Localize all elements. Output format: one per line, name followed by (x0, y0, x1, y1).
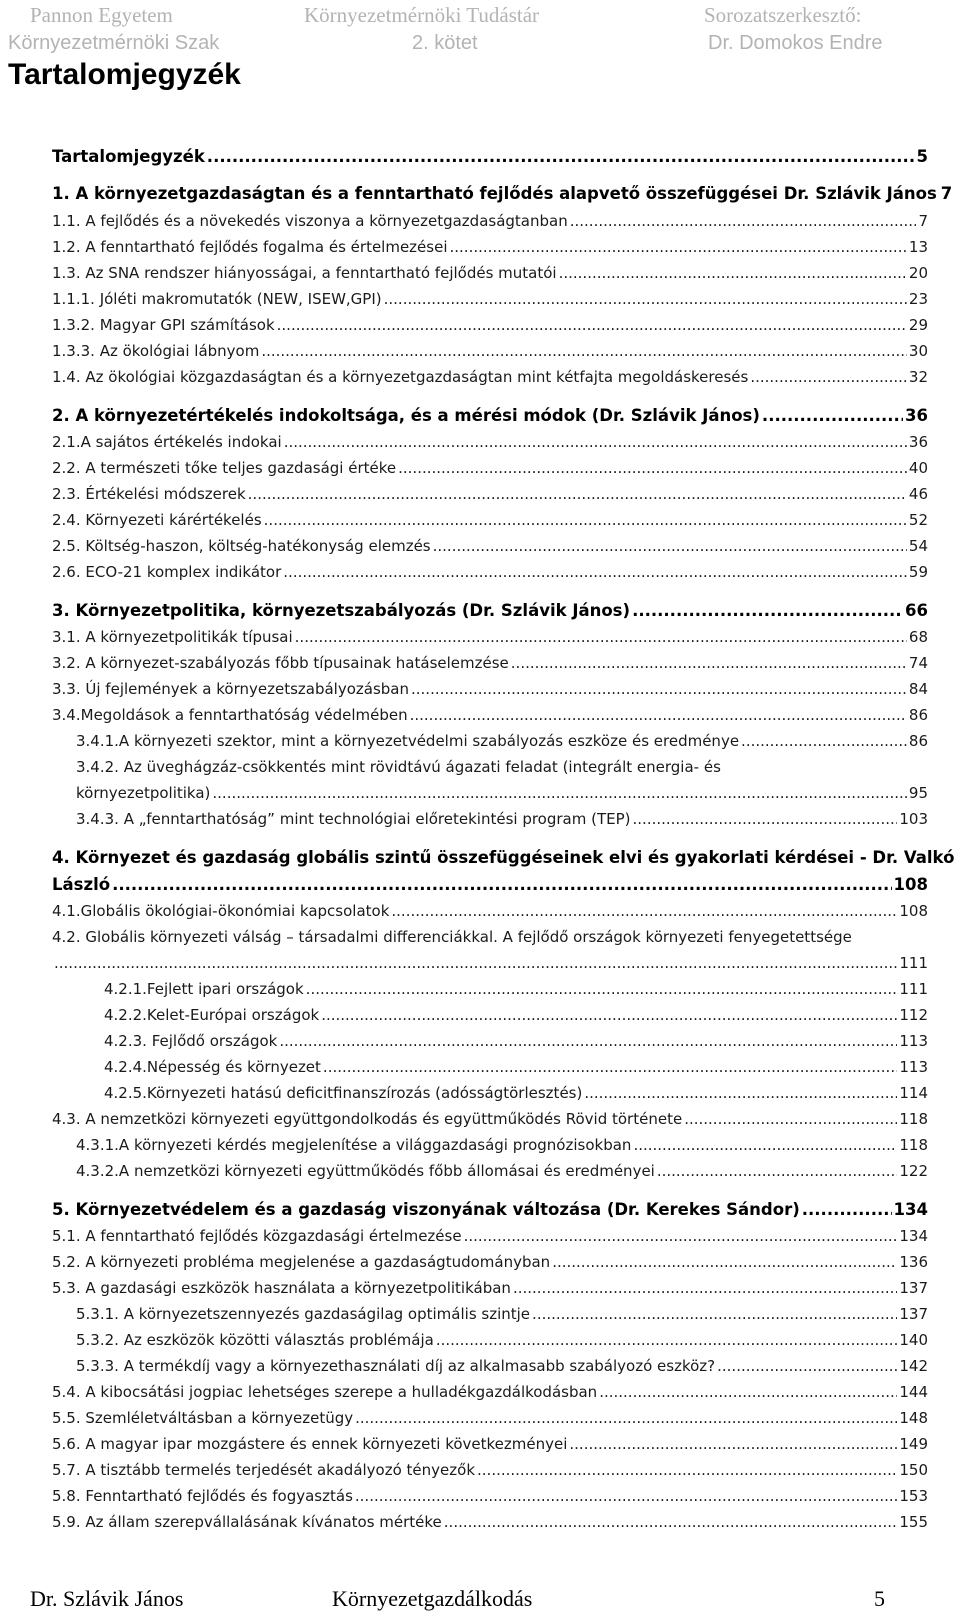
toc-entry[interactable] (52, 184, 953, 203)
toc-leader-dots (532, 1305, 897, 1323)
toc-leader-dots (762, 406, 903, 425)
toc-entry-title: 1.4. Az ökológiai közgazdaságtan és a környezetgazdaságtan mint kétfajta megoldáskeresés (52, 368, 749, 386)
toc-entry-page: 36 (905, 406, 928, 425)
toc-entry-title: 2.2. A természeti tőke teljes gazdasági értéke (52, 459, 397, 477)
footer-page-number: 5 (874, 1586, 885, 1611)
toc-entry-page: 54 (908, 537, 928, 555)
toc-entry-page: 111 (899, 954, 928, 972)
toc-entry-page: 118 (899, 1136, 928, 1154)
footer-book-title: Környezetgazdálkodás (332, 1586, 533, 1611)
toc-entry-page: 137 (899, 1305, 928, 1323)
toc-entry-title: 5.8. Fenntartható fejlődés és fogyasztás (52, 1487, 353, 1505)
toc-entry-page: 114 (899, 1084, 928, 1102)
toc-entry[interactable] (52, 1110, 928, 1128)
toc-entry[interactable] (76, 1136, 928, 1154)
toc-entry-title: 5.3.2. Az eszközök közötti választás problémája (76, 1331, 434, 1349)
toc-entry-page: 149 (899, 1435, 928, 1453)
page-footer (0, 1578, 960, 1619)
toc-entry-title: 3. Környezetpolitika, környezetszabályozás (Dr. Szlávik János) (52, 601, 631, 620)
toc-entry[interactable] (52, 1513, 928, 1531)
toc-entry-page: 46 (908, 485, 928, 503)
toc-entry-title-line[interactable]: 4. Környezet és gazdaság globális szintű összefüggéseinek elvi és gyakorlati kérdései - Dr. Valkó (52, 848, 955, 867)
toc-entry-page: 108 (899, 902, 928, 920)
toc-entry-page: 113 (899, 1058, 928, 1076)
toc-entry-title: 2.5. Költség-haszon, költség-hatékonyság elemzés (52, 537, 431, 555)
toc-entry[interactable] (52, 601, 928, 620)
toc-entry-page: 68 (908, 628, 928, 646)
toc-entry[interactable] (52, 1383, 928, 1401)
toc-entry-title: 3.2. A környezet-szabályozás főbb típusainak hatáselemzése (52, 654, 509, 672)
toc-entry[interactable] (52, 316, 928, 334)
toc-entry[interactable] (52, 1227, 928, 1245)
toc-entry[interactable] (52, 954, 928, 972)
toc-leader-dots (433, 537, 907, 555)
toc-entry-page: 32 (908, 368, 928, 386)
toc-entry-title: 4.2.5.Környezeti hatású deficitfinanszírozás (adósságtörlesztés) (104, 1084, 583, 1102)
toc-entry[interactable] (76, 1331, 928, 1349)
toc-entry-title: 4.2.3. Fejlődő országok (104, 1032, 278, 1050)
toc-entry[interactable] (52, 1487, 928, 1505)
toc-entry-page: 108 (893, 875, 928, 894)
toc-leader-dots (410, 706, 907, 724)
toc-leader-dots (450, 238, 907, 256)
toc-entry-title: 5.4. A kibocsátási jogpiac lehetséges szerepe a hulladékgazdálkodásban (52, 1383, 598, 1401)
toc-entry-page: 103 (899, 810, 928, 828)
toc-entry-page: 142 (899, 1357, 928, 1375)
toc-entry[interactable] (52, 1200, 928, 1219)
toc-entry-title: 2.1.A sajátos értékelés indokai (52, 433, 282, 451)
toc-entry-title: 3.4.3. A „fenntarthatóság” mint technológiai előretekintési program (TEP) (76, 810, 631, 828)
toc-entry-title: 4.3. A nemzetközi környezeti együttgondolkodás és együttműködés Rövid története (52, 1110, 683, 1128)
toc-entry-title: 2.3. Értékelési módszerek (52, 485, 246, 503)
toc-entry[interactable] (52, 706, 928, 724)
toc-leader-dots (464, 1227, 898, 1245)
toc-leader-dots (633, 810, 898, 828)
toc-entry-title: 4.2.4.Népesség és környezet (104, 1058, 321, 1076)
page-header (0, 0, 960, 60)
toc-leader-dots (398, 459, 907, 477)
toc-entry[interactable] (52, 1409, 928, 1427)
toc-entry[interactable] (76, 732, 928, 750)
toc-leader-dots (54, 954, 897, 972)
toc-leader-dots (295, 628, 907, 646)
toc-entry-title: 4.3.2.A nemzetközi környezeti együttműködés főbb állomásai és eredményei (76, 1162, 655, 1180)
toc-leader-dots (279, 1032, 897, 1050)
toc-entry-title: László (52, 875, 111, 894)
toc-entry[interactable] (52, 1435, 928, 1453)
toc-entry-page: 148 (899, 1409, 928, 1427)
toc-leader-dots (283, 563, 907, 581)
toc-entry[interactable] (52, 654, 928, 672)
toc-entry[interactable] (52, 1253, 928, 1271)
toc-entry-title: 1.1.1. Jóléti makromutatók (NEW, ISEW,GPI) (52, 290, 382, 308)
toc-entry-page: 134 (893, 1200, 928, 1219)
toc-entry[interactable] (76, 784, 928, 802)
toc-entry-title: 1.3.3. Az ökológiai lábnyom (52, 342, 260, 360)
toc-leader-dots (277, 316, 907, 334)
toc-entry-page: 144 (899, 1383, 928, 1401)
toc-leader-dots (355, 1487, 897, 1505)
toc-entry-title: 1.3. Az SNA rendszer hiányosságai, a fenntartható fejlődés mutatói (52, 264, 557, 282)
toc-entry[interactable] (76, 1357, 928, 1375)
toc-leader-dots (248, 485, 907, 503)
toc-leader-dots (802, 1200, 892, 1219)
toc-leader-dots (684, 1110, 897, 1128)
toc-leader-dots (511, 654, 907, 672)
toc-entry-page: 122 (899, 1162, 928, 1180)
toc-entry-title: 1.3.2. Magyar GPI számítások (52, 316, 275, 334)
toc-leader-dots (284, 433, 907, 451)
toc-entry-title: 5.3. A gazdasági eszközök használata a környezetpolitikában (52, 1279, 511, 1297)
toc-entry[interactable] (104, 980, 928, 998)
toc-leader-dots (212, 784, 907, 802)
toc-entry-page: 74 (908, 654, 928, 672)
toc-leader-dots (444, 1513, 898, 1531)
toc-entry-title: 4.2.1.Fejlett ipari országok (104, 980, 304, 998)
toc-entry-page: 66 (905, 601, 928, 620)
toc-entry-title-line[interactable]: 4.2. Globális környezeti válság – társadalmi differenciákkal. A fejlődő országok környezeti fenyegetettsége (52, 928, 852, 946)
toc-entry-page: 84 (908, 680, 928, 698)
toc-entry[interactable] (52, 563, 928, 581)
toc-entry-page: 7 (918, 212, 928, 230)
toc-entry-title: 5.2. A környezeti probléma megjelenése a gazdaságtudományban (52, 1253, 551, 1271)
toc-entry-title: 5.3.3. A termékdíj vagy a környezethasználati díj az alkalmasabb szabályozó eszköz? (76, 1357, 716, 1375)
toc-entry-title: 5.5. Szemléletváltásban a környezetügy (52, 1409, 354, 1427)
toc-entry-title: 2. A környezetértékelés indokoltsága, és a mérési módok (Dr. Szlávik János) (52, 406, 760, 425)
toc-entry-title: 5.7. A tisztább termelés terjedését akadályozó tényezők (52, 1461, 476, 1479)
header-program: Környezetmérnöki Szak (8, 32, 220, 54)
header-series: Környezetmérnöki Tudástár (304, 3, 540, 27)
toc-entry-title: 3.4.Megoldások a fenntarthatóság védelmében (52, 706, 408, 724)
toc-entry-title: 3.3. Új fejlemények a környezetszabályozásban (52, 680, 409, 698)
toc-leader-dots (552, 1253, 897, 1271)
toc-leader-dots (632, 601, 903, 620)
toc-leader-dots (391, 902, 897, 920)
toc-entry[interactable] (52, 290, 928, 308)
toc-entry-page: 140 (899, 1331, 928, 1349)
toc-entry-page: 40 (908, 459, 928, 477)
toc-entry-title: Tartalomjegyzék (52, 147, 205, 166)
toc-entry-title: 4.2.2.Kelet-Európai országok (104, 1006, 320, 1024)
toc-entry[interactable] (52, 406, 928, 425)
toc-entry-page: 20 (908, 264, 928, 282)
toc-leader-dots (261, 342, 907, 360)
toc-entry[interactable] (52, 1461, 928, 1479)
toc-entry[interactable] (52, 875, 928, 894)
toc-leader-dots (657, 1162, 898, 1180)
toc-entry-page: 95 (908, 784, 928, 802)
toc-entry[interactable] (52, 902, 928, 920)
toc-entry[interactable] (76, 810, 928, 828)
toc-entry-page: 23 (908, 290, 928, 308)
toc-leader-dots (477, 1461, 897, 1479)
toc-leader-dots (323, 1058, 897, 1076)
toc-entry-title-line[interactable]: 3.4.2. Az üveghágzáz-csökkentés mint rövidtávú ágazati feladat (integrált energia- és (76, 758, 721, 776)
header-institution: Pannon Egyetem (30, 3, 173, 27)
toc-entry[interactable] (104, 1006, 928, 1024)
toc-entry-page: 155 (899, 1513, 928, 1531)
toc-entry[interactable] (52, 238, 928, 256)
toc-leader-dots (559, 264, 907, 282)
toc-leader-dots (112, 875, 891, 894)
toc-entry-title: 5.9. Az állam szerepvállalásának kívánatos mértéke (52, 1513, 442, 1531)
toc-entry-page: 136 (899, 1253, 928, 1271)
toc-leader-dots (741, 732, 907, 750)
toc-entry-page: 137 (899, 1279, 928, 1297)
toc-entry-page: 7 (940, 184, 953, 203)
toc-entry-title: környezetpolitika) (76, 784, 211, 802)
header-editor-name: Dr. Domokos Endre (708, 32, 883, 54)
toc-entry-title: 2.6. ECO-21 komplex indikátor (52, 563, 282, 581)
toc-leader-dots (570, 212, 917, 230)
toc-entry-page: 118 (899, 1110, 928, 1128)
toc-entry[interactable] (52, 511, 928, 529)
toc-entry-page: 13 (908, 238, 928, 256)
toc-entry-page: 150 (899, 1461, 928, 1479)
toc-leader-dots (436, 1331, 898, 1349)
toc-entry-title: 1.1. A fejlődés és a növekedés viszonya a környezetgazdaságtanban (52, 212, 568, 230)
toc-entry-page: 153 (899, 1487, 928, 1505)
toc-entry-title: 5.3.1. A környezetszennyezés gazdaságilag optimális szintje (76, 1305, 531, 1323)
toc-entry[interactable] (76, 1305, 928, 1323)
toc-entry-page: 30 (908, 342, 928, 360)
toc-entry[interactable] (76, 1162, 928, 1180)
toc-entry-title: 4.3.1.A környezeti kérdés megjelenítése a világgazdasági prognózisokban (76, 1136, 632, 1154)
toc-entry-title: 5.6. A magyar ipar mozgástere és ennek környezeti következményei (52, 1435, 568, 1453)
toc-entry[interactable] (52, 459, 928, 477)
toc-entry-page: 113 (899, 1032, 928, 1050)
toc-entry-page: 29 (908, 316, 928, 334)
toc-entry[interactable] (52, 1279, 928, 1297)
toc-entry-page: 134 (899, 1227, 928, 1245)
toc-entry-title: 4.1.Globális ökológiai-ökonómiai kapcsolatok (52, 902, 390, 920)
toc-entry-title: 1.2. A fenntartható fejlődés fogalma és értelmezései (52, 238, 448, 256)
toc-entry[interactable] (104, 1058, 928, 1076)
toc-leader-dots (264, 511, 907, 529)
toc-entry[interactable] (52, 342, 928, 360)
toc-leader-dots (411, 680, 907, 698)
header-volume: 2. kötet (412, 32, 478, 54)
toc-entry[interactable] (52, 537, 928, 555)
toc-leader-dots (717, 1357, 897, 1375)
toc-entry[interactable] (52, 212, 928, 230)
toc-leader-dots (384, 290, 907, 308)
toc-leader-dots (599, 1383, 897, 1401)
header-editor-label: Sorozatszerkesztő: (704, 3, 862, 27)
toc-leader-dots (633, 1136, 897, 1154)
footer-author: Dr. Szlávik János (30, 1586, 184, 1611)
toc-entry-page: 36 (908, 433, 928, 451)
toc-entry-title: 5.1. A fenntartható fejlődés közgazdasági értelmezése (52, 1227, 462, 1245)
toc-leader-dots (321, 1006, 897, 1024)
toc-leader-dots (750, 368, 907, 386)
toc-entry-page: 59 (908, 563, 928, 581)
toc-entry-page: 111 (899, 980, 928, 998)
toc-entry-title: 1. A környezetgazdaságtan és a fenntartható fejlődés alapvető összefüggései Dr. Szlávik János (52, 184, 937, 203)
toc-leader-dots (569, 1435, 897, 1453)
toc-leader-dots (306, 980, 898, 998)
toc-entry-page: 86 (908, 732, 928, 750)
toc-entry[interactable] (52, 433, 928, 451)
toc-leader-dots (355, 1409, 897, 1427)
toc-entry[interactable] (104, 1084, 928, 1102)
toc-entry-title: 3.1. A környezetpolitikák típusai (52, 628, 293, 646)
toc-leader-dots (584, 1084, 897, 1102)
toc-entry[interactable] (52, 147, 928, 166)
toc-leader-dots (513, 1279, 897, 1297)
toc-entry[interactable] (52, 680, 928, 698)
toc-entry-page: 52 (908, 511, 928, 529)
page-title: Tartalomjegyzék (8, 58, 241, 91)
toc-entry[interactable] (52, 264, 928, 282)
toc-entry[interactable] (52, 368, 928, 386)
toc-entry[interactable] (104, 1032, 928, 1050)
toc-entry[interactable] (52, 628, 928, 646)
toc-entry[interactable] (52, 485, 928, 503)
toc-entry-title: 2.4. Környezeti kárértékelés (52, 511, 262, 529)
toc-entry-title: 5. Környezetvédelem és a gazdaság viszonyának változása (Dr. Kerekes Sándor) (52, 1200, 800, 1219)
toc-entry-page: 86 (908, 706, 928, 724)
toc-entry-title: 3.4.1.A környezeti szektor, mint a környezetvédelmi szabályozás eszköze és eredménye (76, 732, 740, 750)
toc-leader-dots (207, 147, 915, 166)
toc-entry-page: 5 (916, 147, 928, 166)
toc-entry-page: 112 (899, 1006, 928, 1024)
